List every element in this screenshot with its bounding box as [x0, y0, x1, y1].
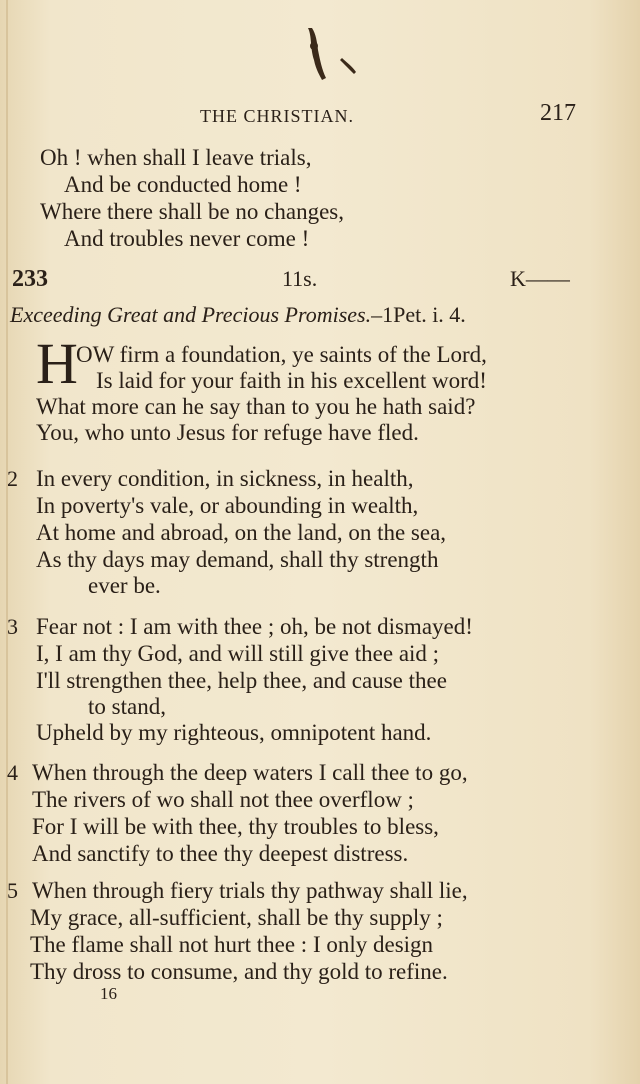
verse-number: 4 [7, 760, 18, 785]
verse-line: Is laid for your faith in his excellent word! [96, 368, 487, 393]
previous-hymn-line: Oh ! when shall I leave trials, [40, 145, 312, 170]
verse-line: What more can he say than to you he hath said? [36, 394, 476, 419]
verse-line: Thy dross to consume, and thy gold to refine. [30, 959, 448, 984]
verse-line: My grace, all-sufficient, shall be thy supply ; [30, 905, 443, 930]
hymn-number: 233 [12, 266, 48, 292]
verse-line: And sanctify to thee thy deepest distress. [32, 841, 409, 866]
verse-line: As thy days may demand, shall thy strength [36, 547, 439, 572]
verse-line: In every condition, in sickness, in health, [36, 466, 414, 491]
verse-line: I, I am thy God, and will still give thee aid ; [36, 641, 440, 666]
verse-line: At home and abroad, on the land, on the sea, [36, 520, 447, 545]
previous-hymn-line: Where there shall be no changes, [40, 199, 344, 224]
verse-line: I'll strengthen thee, help thee, and cause thee [36, 668, 447, 693]
verse-number: 5 [7, 878, 18, 903]
page-spine-shadow [6, 0, 8, 1084]
previous-hymn-line: And troubles never come ! [64, 226, 310, 251]
verse-line: Upheld by my righteous, omnipotent hand. [36, 720, 432, 745]
verse-line: ever be. [88, 573, 161, 598]
hymn-key: K—— [510, 266, 570, 291]
verse-line: In poverty's vale, or abounding in wealth, [36, 493, 419, 518]
hymn-subtitle [10, 302, 466, 328]
hymn-scripture-reference: –1Pet. i. 4. [371, 302, 466, 327]
verse-line: Fear not : I am with thee ; oh, be not dismayed! [36, 614, 473, 639]
verse-number: 3 [7, 614, 18, 639]
verse-line: to stand, [88, 694, 166, 719]
hymn-heading [0, 266, 640, 296]
drop-cap: H [36, 331, 78, 396]
verse-line: When through fiery trials thy pathway shall lie, [32, 878, 468, 903]
running-title: THE CHRISTIAN. [200, 106, 354, 126]
hymn-subtitle-text: Exceeding Great and Precious Promises. [10, 302, 372, 327]
previous-hymn-line: And be conducted home ! [64, 172, 302, 197]
verse-line: The rivers of wo shall not thee overflow ; [32, 787, 414, 812]
verse-number: 2 [7, 466, 18, 491]
verse-line: The flame shall not hurt thee : I only design [30, 932, 434, 957]
signature-mark: 16 [100, 984, 117, 1003]
page-header [0, 100, 640, 132]
verse-line: You, who unto Jesus for refuge have fled. [36, 420, 419, 445]
ink-blot-mark [300, 26, 360, 86]
hymn-meter: 11s. [282, 266, 318, 291]
verse-line: OW firm a foundation, ye saints of the Lord, [76, 342, 487, 367]
page-number: 217 [540, 100, 576, 126]
verse-line: When through the deep waters I call thee to go, [32, 760, 468, 785]
verse-line: For I will be with thee, thy troubles to bless, [32, 814, 439, 839]
